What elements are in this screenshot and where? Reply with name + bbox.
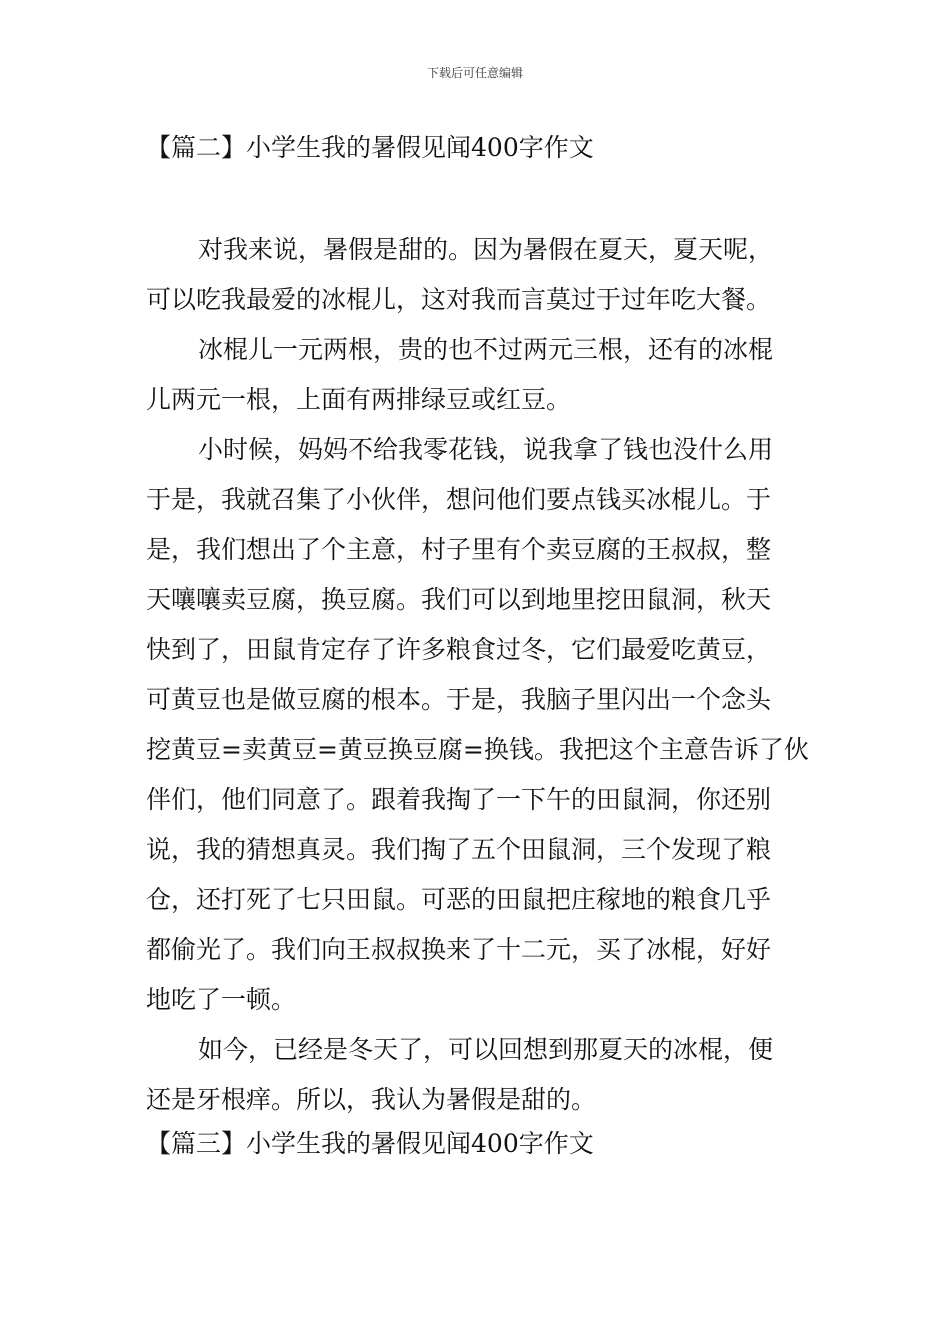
- paragraph-3-line-6: 可黄豆也是做豆腐的根本。于是，我脑子里闪出一个念头: [146, 685, 772, 714]
- paragraph-3-line-9: 说，我的猜想真灵。我们掏了五个田鼠洞，三个发现了粮: [146, 835, 772, 864]
- paragraph-1-line-1: 对我来说，暑假是甜的。因为暑假在夏天，夏天呢，: [198, 235, 774, 264]
- paragraph-2-line-2: 儿两元一根，上面有两排绿豆或红豆。: [146, 385, 572, 414]
- paragraph-3-line-7: 挖黄豆=卖黄豆=黄豆换豆腐=换钱。我把这个主意告诉了伙: [146, 735, 809, 764]
- section-heading-3: 【篇三】小学生我的暑假见闻400字作文: [146, 1129, 594, 1158]
- paragraph-3-line-5: 快到了，田鼠肯定存了许多粮食过冬，它们最爱吃黄豆，: [146, 635, 772, 664]
- paragraph-3-line-8: 伴们，他们同意了。跟着我掏了一下午的田鼠洞，你还别: [146, 785, 772, 814]
- paragraph-3-line-2: 于是，我就召集了小伙伴，想问他们要点钱买冰棍儿。于: [146, 485, 772, 514]
- paragraph-3-line-12: 地吃了一顿。: [146, 985, 297, 1014]
- header-note: 下载后可任意编辑: [426, 66, 523, 80]
- paragraph-3-line-3: 是，我们想出了个主意，村子里有个卖豆腐的王叔叔，整: [146, 535, 772, 564]
- paragraph-3-line-10: 仓，还打死了七只田鼠。可恶的田鼠把庄稼地的粮食几乎: [146, 885, 772, 914]
- paragraph-4-line-1: 如今，已经是冬天了，可以回想到那夏天的冰棍，便: [198, 1035, 774, 1064]
- paragraph-3-line-11: 都偷光了。我们向王叔叔换来了十二元，买了冰棍，好好: [146, 935, 772, 964]
- paragraph-3-line-4: 天嚷嚷卖豆腐，换豆腐。我们可以到地里挖田鼠洞，秋天: [146, 585, 772, 614]
- paragraph-3-line-1: 小时候，妈妈不给我零花钱，说我拿了钱也没什么用: [198, 435, 774, 464]
- section-heading-2: 【篇二】小学生我的暑假见闻400字作文: [146, 133, 594, 162]
- paragraph-4-line-2: 还是牙根痒。所以，我认为暑假是甜的。: [146, 1085, 597, 1114]
- paragraph-1-line-2: 可以吃我最爱的冰棍儿，这对我而言莫过于过年吃大餐。: [146, 285, 772, 314]
- paragraph-2-line-1: 冰棍儿一元两根，贵的也不过两元三根，还有的冰棍: [198, 335, 774, 364]
